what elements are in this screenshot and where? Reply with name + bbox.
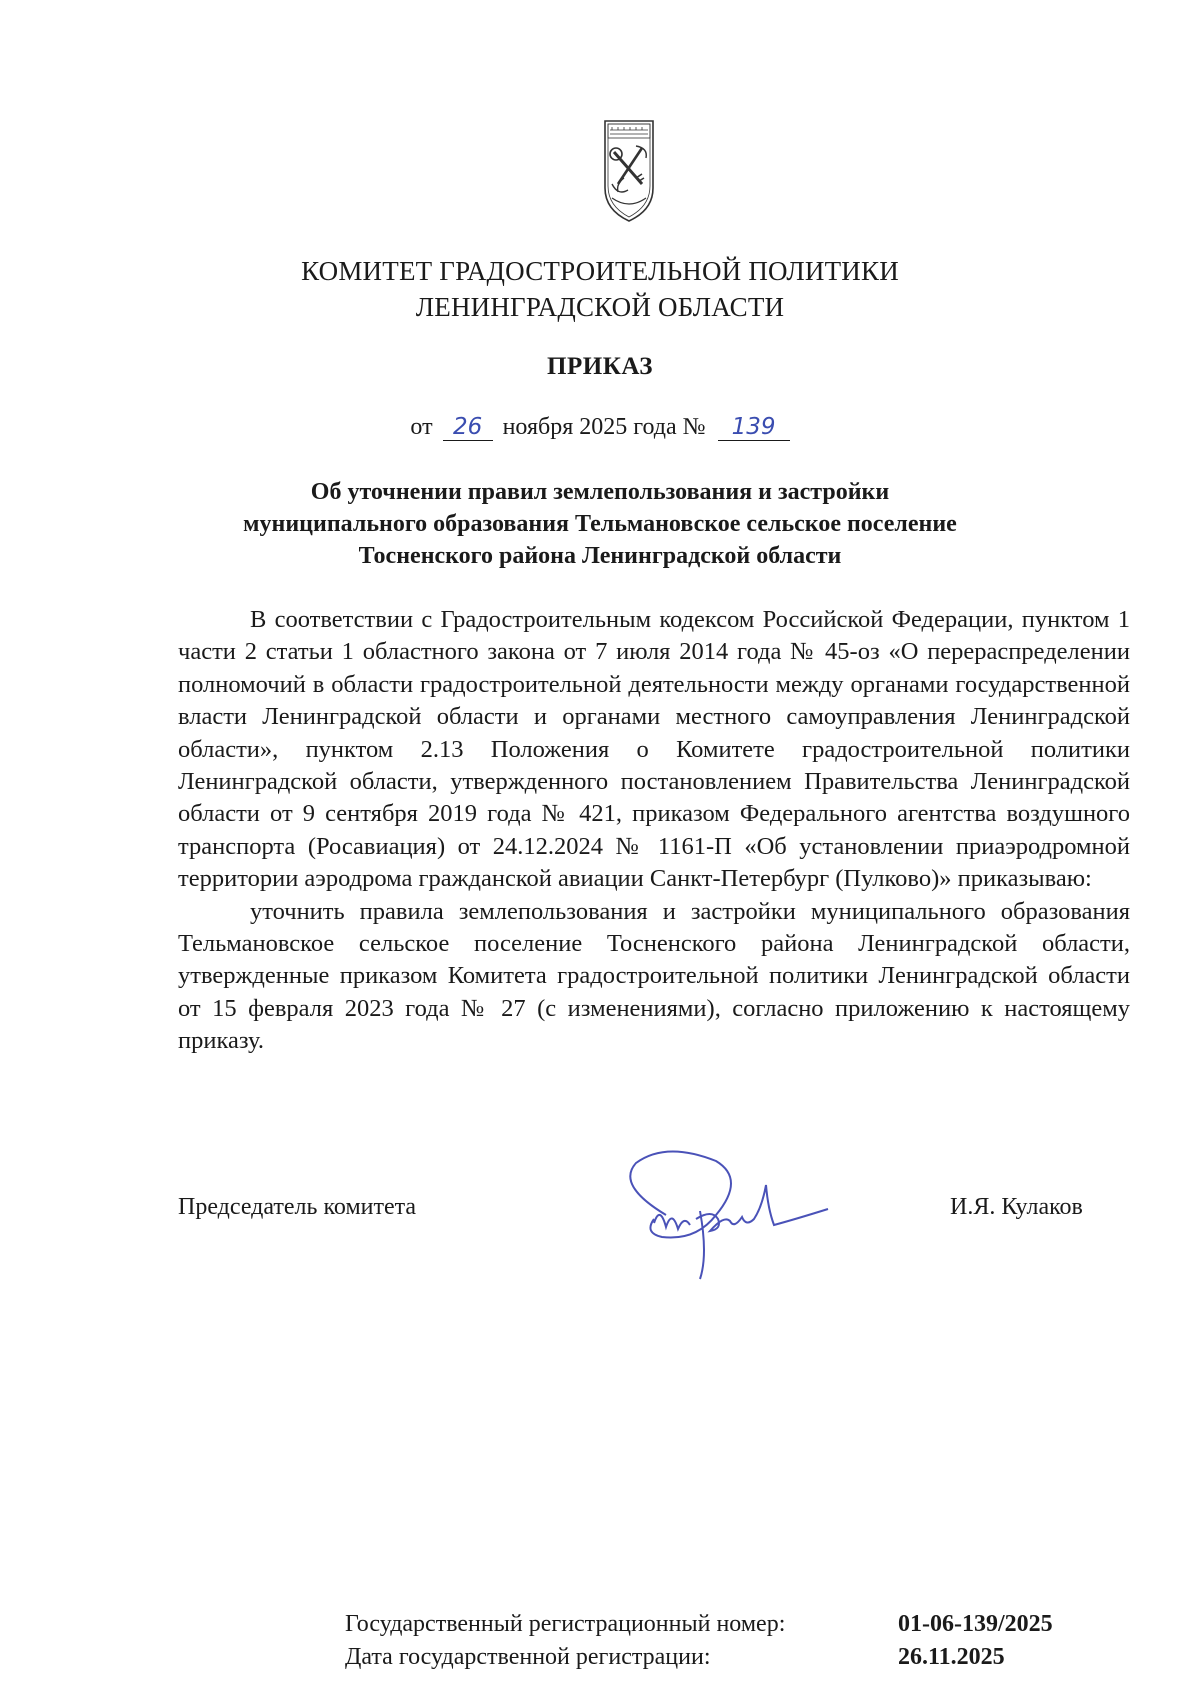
body-paragraph-legal-basis: В соответствии с Градостроительным кодексом Российской Федерации, пунктом 1 части 2 статьи 1 областного закона от 7 июля 2014 года № 45-оз «О перераспределении полномочий в области градостроительной деятельности между органами государственной власти Ленинградской области и органами местного самоуправления Ленинградской области», пунктом 2.13 Положения о Комитете градостроительной политики Ленинградской области, утвержденного постановлением Правительства Ленинградской области от 9 сентября 2019 года № 421, приказом Федерального агентства воздушного транспорта (Росавиация) от 24.12.2024 № 1161-П «Об установлении приаэродромной территории аэродрома гражданской авиации Санкт-Петербург (Пулково)» приказываю: <box>178 606 1130 893</box>
order-date-line <box>0 411 1200 443</box>
organization-name-line-1: КОМИТЕТ ГРАДОСТРОИТЕЛЬНОЙ ПОЛИТИКИ <box>301 256 899 286</box>
order-title-line-1: Об уточнении правил землепользования и застройки <box>310 479 890 505</box>
registration-number-label: Государственный регистрационный номер: <box>345 1611 786 1637</box>
signer-name: И.Я. Кулаков <box>950 1194 1083 1220</box>
order-title-line-2: муниципального образования Тельмановское сельское поселение <box>243 511 957 537</box>
signer-title: Председатель комитета <box>178 1194 417 1220</box>
order-title-line-3: Тосненского района Ленинградской области <box>358 543 842 569</box>
registration-date-value: 26.11.2025 <box>898 1644 1005 1670</box>
document-type: ПРИКАЗ <box>547 353 653 380</box>
coat-of-arms-icon <box>602 118 656 224</box>
registration-date-label: Дата государственной регистрации: <box>345 1644 711 1670</box>
handwritten-signature-icon <box>596 1145 866 1285</box>
handwritten-order-number: 139 <box>718 414 790 441</box>
handwritten-day: 26 <box>443 414 493 441</box>
date-prefix: от <box>410 414 433 440</box>
order-body <box>178 604 1130 1058</box>
body-paragraph-order: уточнить правила землепользования и застройки муниципального образования Тельмановское сельское поселение Тосненского района Ленинградской области, утвержденные приказом Комитета градостроительной политики Ленинградской области от 15 февраля 2023 года № 27 (с изменениями), согласно приложению к настоящему приказу. <box>178 897 1130 1055</box>
registration-number-value: 01-06-139/2025 <box>898 1611 1053 1637</box>
organization-name-line-2: ЛЕНИНГРАДСКОЙ ОБЛАСТИ <box>415 292 785 322</box>
date-middle-text: ноября 2025 года № <box>502 414 706 440</box>
